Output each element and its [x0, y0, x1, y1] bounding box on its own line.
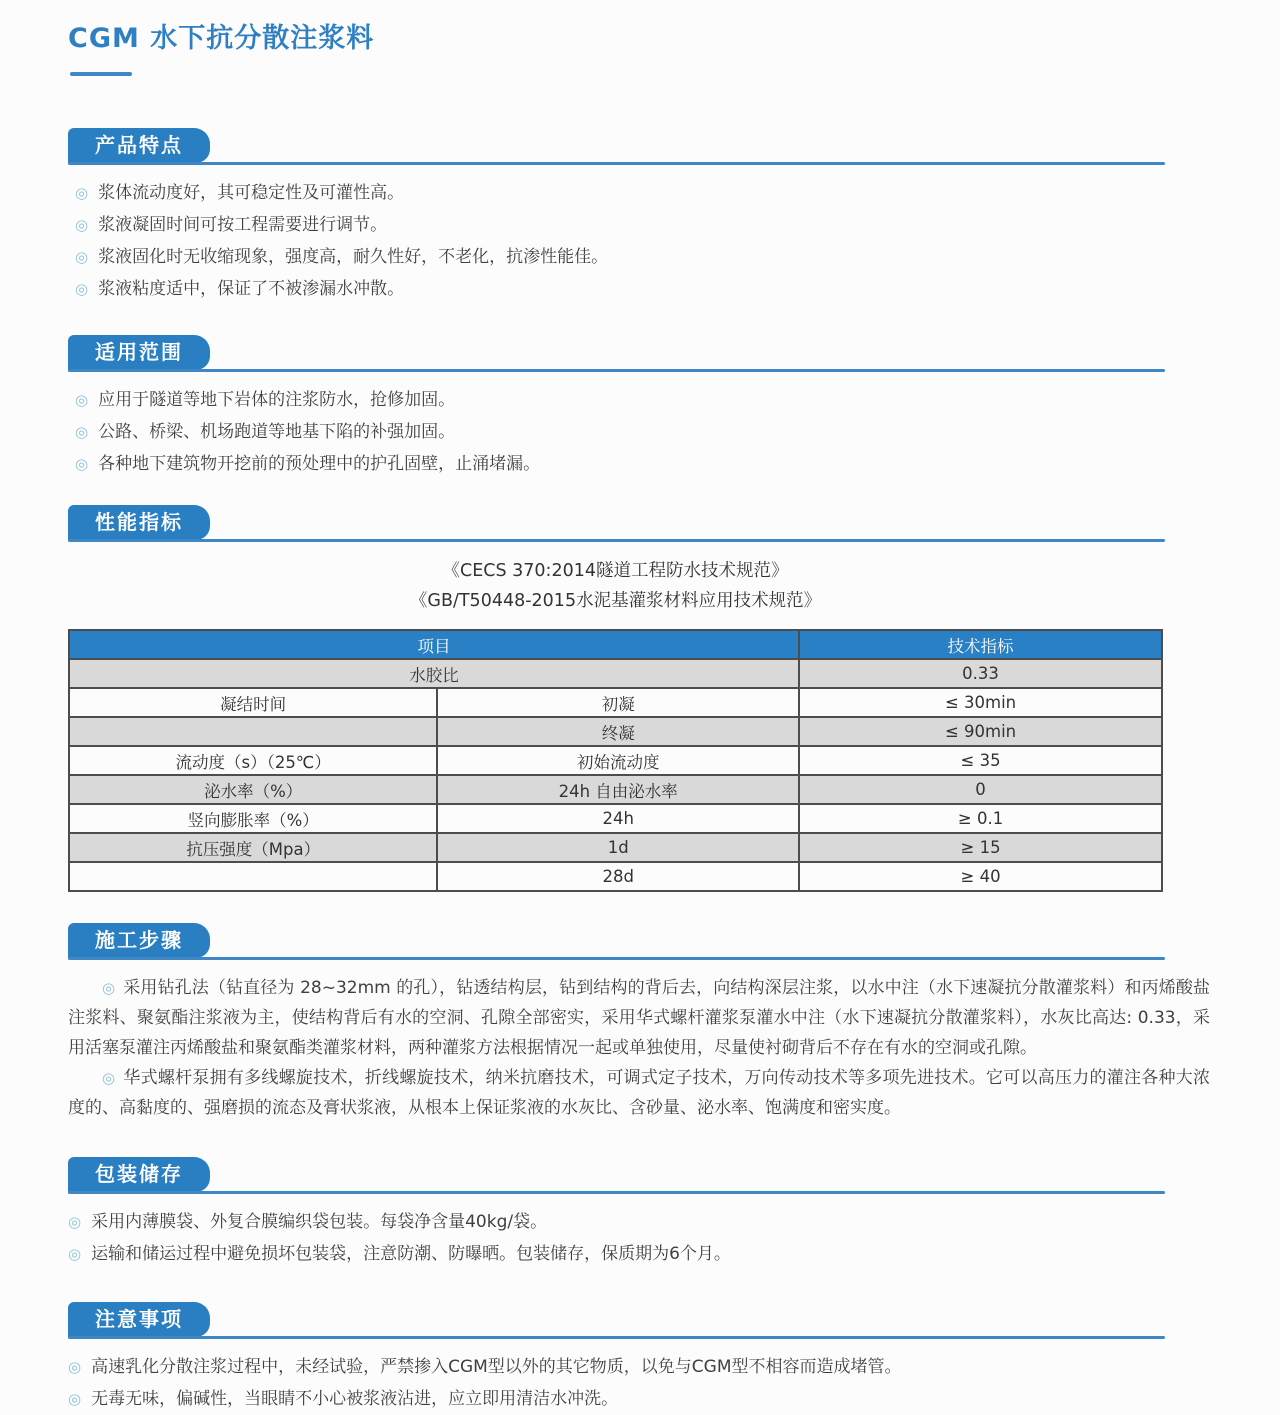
section-tab-packaging: 包装储存 — [68, 1157, 210, 1192]
section-rule — [68, 539, 1165, 542]
table-cell: 28d — [437, 862, 799, 891]
item-text: 各种地下建筑物开挖前的预处理中的护孔固壁，止涌堵漏。 — [98, 454, 541, 474]
list-item — [75, 177, 1210, 209]
section-rule — [68, 957, 1165, 960]
item-text: 浆液凝固时间可按工程需要进行调节。 — [98, 215, 388, 235]
bullet-icon: ◎ — [75, 280, 89, 298]
bullet-icon: ◎ — [68, 1390, 82, 1408]
list-item — [75, 209, 1210, 241]
table-cell: 竖向膨胀率（%） — [69, 804, 437, 833]
table-row — [69, 804, 1162, 833]
section-tab-precautions: 注意事项 — [68, 1302, 210, 1337]
table-cell — [69, 717, 437, 746]
list-item — [68, 1206, 1210, 1238]
table-header-cell: 技术指标 — [799, 630, 1162, 659]
section-rule — [68, 1336, 1165, 1339]
table-row — [69, 862, 1162, 891]
list-item — [75, 273, 1210, 305]
body-paragraph — [68, 1063, 1210, 1123]
table-cell: ≥ 15 — [799, 833, 1162, 862]
list-item — [75, 241, 1210, 273]
features-list — [68, 177, 1210, 305]
bullet-icon: ◎ — [75, 184, 89, 202]
section-header-performance — [68, 504, 1210, 542]
table-row — [69, 688, 1162, 717]
table-row — [69, 833, 1162, 862]
standard-reference: 《CECS 370:2014隧道工程防水技术规范》 — [442, 561, 789, 581]
section-performance — [68, 504, 1210, 892]
item-text: 浆液粘度适中，保证了不被渗漏水冲散。 — [98, 279, 405, 299]
list-item — [75, 448, 1210, 480]
table-cell: ≥ 40 — [799, 862, 1162, 891]
bullet-icon: ◎ — [68, 1358, 82, 1376]
table-cell: 泌水率（%） — [69, 775, 437, 804]
table-cell: 0.33 — [799, 659, 1162, 688]
table-cell: ≤ 90min — [799, 717, 1162, 746]
section-rule — [68, 1191, 1165, 1194]
item-text: 采用钻孔法（钻直径为 28~32mm 的孔），钻透结构层，钻到结构的背后去，向结构深层注浆，以水中注（水下速凝抗分散灌浆料）和丙烯酸盐注浆料、聚氨酯注浆液为主，使结构背后有水的空洞、孔隙全部密实，采用华式螺杆灌浆泵灌水中注（水下速凝抗分散灌浆料），水灰比高达: 0.33，采用活塞泵灌注丙烯酸盐和聚氨酯类灌浆材料，两种灌浆方法根据情况一起或单独使用，尽量使衬砌背后不存在有水的空洞或孔隙。 — [68, 978, 1211, 1058]
table-cell: 初始流动度 — [437, 746, 799, 775]
section-header-construction — [68, 922, 1210, 960]
list-item — [75, 416, 1210, 448]
performance-table-body — [69, 659, 1162, 891]
item-text: 高速乳化分散注浆过程中，未经试验，严禁掺入CGM型以外的其它物质，以免与CGM型不相容而造成堵管。 — [91, 1357, 902, 1377]
table-cell: ≤ 30min — [799, 688, 1162, 717]
packaging-list — [68, 1206, 1210, 1270]
table-cell: 初凝 — [437, 688, 799, 717]
item-text: 浆体流动度好，其可稳定性及可灌性高。 — [98, 183, 405, 203]
page-title: CGM 水下抗分散注浆料 — [68, 23, 375, 54]
list-item — [68, 1383, 1210, 1415]
section-header-features — [68, 127, 1210, 165]
section-tab-performance: 性能指标 — [68, 505, 210, 540]
item-text: 应用于隧道等地下岩体的注浆防水，抢修加固。 — [98, 390, 456, 410]
table-row — [69, 659, 1162, 688]
table-cell: 0 — [799, 775, 1162, 804]
table-header-row — [69, 630, 1162, 659]
list-item — [68, 1351, 1210, 1383]
item-text: 华式螺杆泵拥有多线螺旋技术，折线螺旋技术，纳米抗磨技术，可调式定子技术，万向传动技术等多项先进技术。它可以高压力的灌注各种大浓度的、高黏度的、强磨损的流态及膏状浆液，从根本上保证浆液的水灰比、含砂量、泌水率、饱满度和密实度。 — [68, 1068, 1210, 1118]
table-cell: ≤ 35 — [799, 746, 1162, 775]
table-cell: 24h 自由泌水率 — [437, 775, 799, 804]
section-packaging — [68, 1156, 1210, 1270]
body-paragraph — [68, 973, 1210, 1063]
item-text: 公路、桥梁、机场跑道等地基下陷的补强加固。 — [98, 422, 456, 442]
bullet-icon: ◎ — [75, 423, 89, 441]
section-header-precautions — [68, 1301, 1210, 1339]
item-text: 浆液固化时无收缩现象，强度高，耐久性好，不老化，抗渗性能佳。 — [98, 247, 609, 267]
section-header-scope — [68, 334, 1210, 372]
bullet-icon: ◎ — [75, 216, 89, 234]
table-cell — [69, 862, 437, 891]
standards-block — [68, 556, 1163, 616]
table-cell: 24h — [437, 804, 799, 833]
section-tab-scope: 适用范围 — [68, 335, 210, 370]
bullet-icon: ◎ — [75, 248, 89, 266]
bullet-icon: ◎ — [75, 391, 89, 409]
table-cell: 水胶比 — [69, 659, 799, 688]
table-cell: 抗压强度（Mpa） — [69, 833, 437, 862]
item-text: 运输和储运过程中避免损坏包装袋，注意防潮、防曝晒。包装储存，保质期为6个月。 — [91, 1244, 731, 1264]
precautions-list — [68, 1351, 1210, 1415]
table-header-cell: 项目 — [69, 630, 799, 659]
section-rule — [68, 369, 1165, 372]
table-row — [69, 717, 1162, 746]
table-cell: 1d — [437, 833, 799, 862]
section-precautions — [68, 1301, 1210, 1415]
title-underline — [70, 72, 132, 76]
list-item — [68, 1238, 1210, 1270]
bullet-icon: ◎ — [102, 1069, 116, 1087]
item-text: 无毒无味，偏碱性，当眼睛不小心被浆液沾进，应立即用清洁水冲洗。 — [91, 1389, 619, 1409]
table-cell: 凝结时间 — [69, 688, 437, 717]
bullet-icon: ◎ — [75, 455, 89, 473]
list-item — [75, 384, 1210, 416]
section-tab-features: 产品特点 — [68, 128, 210, 163]
table-cell: ≥ 0.1 — [799, 804, 1162, 833]
section-tab-construction: 施工步骤 — [68, 923, 210, 958]
performance-table — [68, 629, 1163, 892]
section-features — [68, 127, 1210, 305]
table-row — [69, 746, 1162, 775]
bullet-icon: ◎ — [68, 1245, 82, 1263]
standard-reference: 《GB/T50448-2015水泥基灌浆材料应用技术规范》 — [409, 591, 822, 611]
section-construction — [68, 922, 1210, 1123]
section-scope — [68, 334, 1210, 480]
bullet-icon: ◎ — [102, 979, 116, 997]
performance-table-head — [69, 630, 1162, 659]
table-cell: 流动度（s）（25℃） — [69, 746, 437, 775]
table-cell: 终凝 — [437, 717, 799, 746]
construction-paragraphs — [68, 973, 1210, 1123]
section-header-packaging — [68, 1156, 1210, 1194]
bullet-icon: ◎ — [68, 1213, 82, 1231]
table-row — [69, 775, 1162, 804]
item-text: 采用内薄膜袋、外复合膜编织袋包装。每袋净含量40kg/袋。 — [91, 1212, 548, 1232]
scope-list — [68, 384, 1210, 480]
section-rule — [68, 162, 1165, 165]
